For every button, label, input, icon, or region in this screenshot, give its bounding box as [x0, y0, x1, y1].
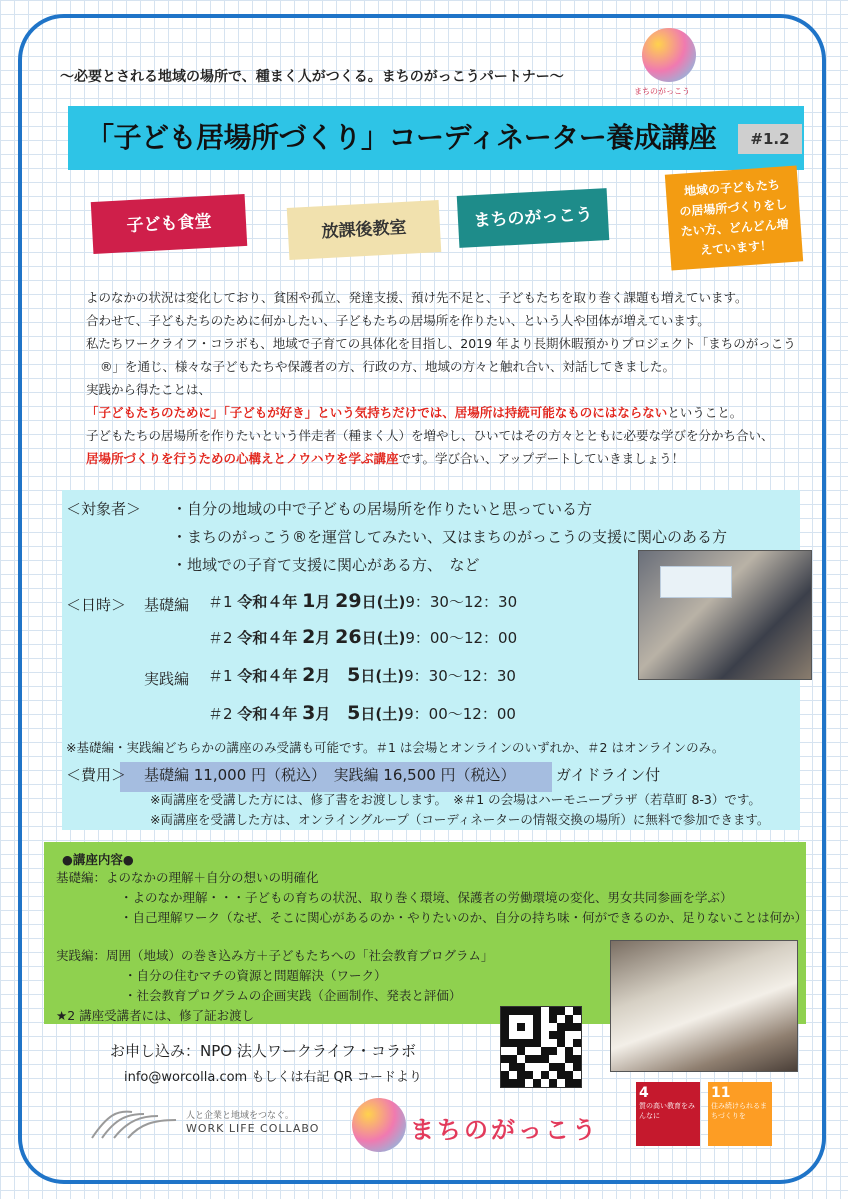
- wlc-tagline: 人と企業と地域をつなぐ。: [186, 1111, 294, 1121]
- fee-note: ※両講座を受講した方には、修了書をお渡しします。 ※＃1 の会場はハーモニープラザ（若草町 8-3）です。: [150, 792, 761, 807]
- qr-module: [557, 1079, 565, 1087]
- tag-machinogakkou: まちのがっこう: [457, 188, 610, 248]
- qr-module: [525, 1015, 533, 1023]
- qr-module: [549, 1079, 557, 1087]
- qr-module: [573, 1055, 581, 1063]
- session-time: 9：30〜12：30: [405, 593, 518, 611]
- basic-item: ・自己理解ワーク（なぜ、そこに関心があるのか・やりたいのか、自分の持ち味・何ができるのか、足りないことは何か）: [120, 910, 808, 925]
- qr-module: [509, 1023, 517, 1031]
- qr-module: [533, 1079, 541, 1087]
- session-era: 令和４年: [237, 705, 298, 723]
- qr-module: [541, 1023, 549, 1031]
- session-era: 令和４年: [237, 667, 298, 685]
- series-badge: #1.2: [738, 124, 802, 154]
- qr-module: [509, 1031, 517, 1039]
- qr-module: [533, 1031, 541, 1039]
- qr-module: [509, 1047, 517, 1055]
- session-dow: 日(土): [361, 593, 406, 611]
- target-item: ・地域での子育て支援に関心がある方、 など: [172, 556, 480, 574]
- schedule-label: ＜日時＞: [66, 596, 127, 614]
- qr-module: [549, 1055, 557, 1063]
- qr-module: [557, 1007, 565, 1015]
- sticky-line: 地域の子どもたち: [683, 177, 781, 199]
- qr-module: [541, 1031, 549, 1039]
- qr-module: [565, 1007, 573, 1015]
- qr-module: [517, 1007, 525, 1015]
- qr-module: [533, 1023, 541, 1031]
- qr-module: [557, 1055, 565, 1063]
- month-unit: 月: [315, 629, 331, 647]
- practice-content: 実践編：周囲（地域）の巻き込み方＋子どもたちへの「社会教育プログラム」: [56, 948, 494, 963]
- qr-module: [517, 1015, 525, 1023]
- sticky-line: えています！: [699, 238, 773, 258]
- practice-item: ・社会教育プログラムの企画実践（企画制作、発表と評価）: [124, 988, 462, 1003]
- sticky-line: の居場所づくりをし: [678, 197, 788, 219]
- qr-module: [501, 1023, 509, 1031]
- qr-module: [549, 1015, 557, 1023]
- qr-module: [541, 1039, 549, 1047]
- fee-note: ※両講座を受講した方は、オンライングループ（コーディネーターの情報交換の場所）に無料で参加できます。: [150, 812, 770, 827]
- sdg-number: 4: [639, 1085, 649, 1101]
- fee-suffix: ガイドライン付: [556, 766, 661, 784]
- qr-module: [501, 1063, 509, 1071]
- tag-houkago-kyoushitsu: 放課後教室: [287, 200, 442, 260]
- sticky-note: [665, 166, 803, 271]
- qr-module: [525, 1047, 533, 1055]
- session-day: 29: [335, 590, 362, 612]
- qr-module: [565, 1071, 573, 1079]
- qr-module: [541, 1055, 549, 1063]
- qr-module: [509, 1055, 517, 1063]
- qr-module: [501, 1015, 509, 1023]
- month-unit: 月: [315, 593, 331, 611]
- qr-module: [549, 1023, 557, 1031]
- qr-module: [557, 1023, 565, 1031]
- session-day: 5: [347, 702, 361, 724]
- qr-module: [549, 1047, 557, 1055]
- qr-module: [501, 1007, 509, 1015]
- practice-item: ・自分の住むマチの資源と問題解決（ワーク）: [124, 968, 387, 983]
- wlc-name: WORK LIFE COLLABO: [186, 1122, 320, 1135]
- session-month: 2: [302, 664, 316, 686]
- qr-module: [525, 1071, 533, 1079]
- machinogakkou-wordmark: まちのがっこう: [410, 1116, 599, 1144]
- photo-banner: [660, 566, 732, 598]
- sdg-text: 質の高い教育をみんなに: [639, 1102, 695, 1120]
- qr-module: [533, 1047, 541, 1055]
- qr-module: [533, 1039, 541, 1047]
- qr-module: [557, 1015, 565, 1023]
- qr-module: [525, 1031, 533, 1039]
- qr-module: [549, 1071, 557, 1079]
- qr-module: [565, 1047, 573, 1055]
- intro-line: [86, 401, 786, 424]
- machinogakkou-logo-icon: [352, 1098, 406, 1152]
- schedule-row: [208, 590, 517, 612]
- qr-module: [573, 1039, 581, 1047]
- session-no: ＃1: [208, 667, 233, 685]
- qr-module: [565, 1031, 573, 1039]
- emphasis-text: 居場所づくりを行うための心構えとノウハウを学ぶ講座: [86, 451, 399, 466]
- intro-line: 私たちワークライフ・コラボも、地域で子育ての具体化を目指し、2019 年より長期休暇預かりプロジェクト「まちのがっこう: [86, 336, 796, 351]
- qr-module: [557, 1031, 565, 1039]
- qr-module: [573, 1079, 581, 1087]
- emphasis-text: 「子どもたちのために」「子どもが好き」という気持ちだけでは、居場所は持続可能なものにはならない: [86, 405, 668, 420]
- intro-line: 合わせて、子どもたちのために何かしたい、子どもたちの居場所を作りたい、という人や団体が増えています。: [86, 313, 710, 328]
- qr-module: [573, 1007, 581, 1015]
- qr-module: [501, 1055, 509, 1063]
- fee-label: ＜費用＞: [66, 766, 127, 784]
- session-no: ＃2: [208, 629, 233, 647]
- session-month: 2: [302, 626, 316, 648]
- qr-module: [541, 1007, 549, 1015]
- qr-module: [509, 1039, 517, 1047]
- basic-course-label: 基礎編: [144, 596, 190, 614]
- qr-module: [533, 1063, 541, 1071]
- qr-module: [541, 1063, 549, 1071]
- qr-module: [541, 1047, 549, 1055]
- target-label: ＜対象者＞: [66, 500, 142, 518]
- intro-text-rest: です。学び合い、アップデートしていきましょう！: [398, 451, 685, 466]
- qr-module: [533, 1015, 541, 1023]
- qr-module: [565, 1023, 573, 1031]
- qr-module: [517, 1023, 525, 1031]
- session-time: 9：00〜12：00: [404, 705, 516, 723]
- schedule-row: [208, 702, 516, 724]
- machinogakkou-logo-icon: [642, 28, 696, 82]
- intro-text: [86, 286, 796, 470]
- session-dow: 日(土): [360, 705, 405, 723]
- qr-code-icon[interactable]: [500, 1006, 582, 1088]
- sdg-number: 11: [711, 1085, 731, 1101]
- qr-module: [501, 1071, 509, 1079]
- qr-module: [557, 1071, 565, 1079]
- intro-line: 実践から得たことは、: [86, 382, 212, 397]
- qr-module: [565, 1039, 573, 1047]
- intro-line: 子どもたちの居場所を作りたいという伴走者（種まく人）を増やし、ひいてはその方々とともに必要な学びを分かち合い、: [86, 428, 774, 443]
- qr-module: [517, 1039, 525, 1047]
- qr-module: [549, 1039, 557, 1047]
- qr-module: [573, 1015, 581, 1023]
- qr-module: [573, 1071, 581, 1079]
- qr-module: [525, 1039, 533, 1047]
- basic-content: 基礎編：よのなかの理解＋自分の想いの明確化: [56, 870, 319, 885]
- target-item: ・自分の地域の中で子どもの居場所を作りたいと思っている方: [172, 500, 593, 518]
- qr-module: [549, 1007, 557, 1015]
- qr-module: [525, 1007, 533, 1015]
- qr-module: [541, 1079, 549, 1087]
- intro-line: よのなかの状況は変化しており、貧困や孤立、発達支援、預け先不足と、子どもたちを取り巻く課題も増えています。: [86, 290, 748, 305]
- schedule-note: ※基礎編・実践編どちらかの講座のみ受講も可能です。＃1 は会場とオンラインのいずれか、＃2 はオンラインのみ。: [66, 740, 725, 755]
- qr-module: [573, 1047, 581, 1055]
- qr-module: [517, 1055, 525, 1063]
- qr-module: [565, 1055, 573, 1063]
- fee-text: 基礎編 11,000 円（税込） 実践編 16,500 円（税込）: [144, 766, 516, 784]
- qr-module: [565, 1079, 573, 1087]
- qr-module: [501, 1079, 509, 1087]
- session-day: 5: [347, 664, 361, 686]
- qr-module: [533, 1055, 541, 1063]
- sticky-line: たい方、どんどん増: [680, 217, 790, 239]
- session-month: 1: [302, 590, 316, 612]
- tagline: 〜必要とされる地域の場所で、種まく人がつくる。まちのがっこうパートナー〜: [60, 69, 564, 85]
- session-era: 令和４年: [237, 629, 298, 647]
- session-dow: 日(土): [361, 629, 406, 647]
- session-month: 3: [302, 702, 316, 724]
- apply-contact[interactable]: info@worcolla.com もしくは右記 QR コードより: [124, 1070, 422, 1085]
- session-day: 26: [335, 626, 362, 648]
- intro-line: ®」を通じ、様々な子どもたちや保護者の方、行政の方、地域の方々と触れ合い、対話してきました。: [100, 359, 676, 374]
- practice-course-label: 実践編: [144, 670, 190, 688]
- qr-module: [517, 1063, 525, 1071]
- work-life-collabo-logo-icon: [88, 1104, 180, 1144]
- qr-module: [573, 1023, 581, 1031]
- qr-module: [557, 1047, 565, 1055]
- qr-module: [549, 1031, 557, 1039]
- qr-module: [501, 1047, 509, 1055]
- qr-module: [565, 1015, 573, 1023]
- session-dow: 日(土): [360, 667, 405, 685]
- qr-module: [525, 1055, 533, 1063]
- qr-module: [541, 1015, 549, 1023]
- sdg11-icon: [708, 1082, 772, 1146]
- month-unit: 月: [315, 667, 331, 685]
- session-era: 令和４年: [237, 593, 298, 611]
- session-no: ＃2: [208, 705, 233, 723]
- qr-module: [509, 1079, 517, 1087]
- qr-module: [557, 1063, 565, 1071]
- top-logo-text: まちのがっこう: [634, 87, 690, 96]
- qr-module: [517, 1079, 525, 1087]
- schedule-row: [208, 664, 516, 686]
- qr-module: [517, 1047, 525, 1055]
- qr-module: [501, 1031, 509, 1039]
- certificate-note: ★2 講座受講者には、修了証お渡し: [56, 1008, 255, 1023]
- qr-module: [525, 1079, 533, 1087]
- qr-module: [533, 1071, 541, 1079]
- qr-module: [533, 1007, 541, 1015]
- session-no: ＃1: [208, 593, 233, 611]
- workshop-photo: [610, 940, 798, 1072]
- apply-info: お申し込み：NPO 法人ワークライフ・コラボ: [110, 1042, 416, 1060]
- qr-module: [573, 1063, 581, 1071]
- session-time: 9：00〜12：00: [405, 629, 518, 647]
- qr-module: [557, 1039, 565, 1047]
- qr-module: [525, 1023, 533, 1031]
- qr-module: [541, 1071, 549, 1079]
- intro-text-rest: ということ。: [667, 405, 743, 420]
- qr-module: [525, 1063, 533, 1071]
- basic-item: ・よのなか理解・・・子どもの育ちの状況、取り巻く環境、保護者の労働環境の変化、男女共同参画を学ぶ）: [120, 890, 733, 905]
- qr-module: [517, 1031, 525, 1039]
- schedule-row: [208, 626, 517, 648]
- qr-module: [565, 1063, 573, 1071]
- page-title: 「子ども居場所づくり」コーディネーター養成講座: [86, 121, 717, 154]
- target-item: ・まちのがっこう®を運営してみたい、又はまちのがっこうの支援に関心のある方: [172, 528, 728, 546]
- sdg-text: 住み続けられるまちづくりを: [711, 1102, 767, 1120]
- content-heading: ●講座内容●: [62, 852, 134, 867]
- month-unit: 月: [315, 705, 331, 723]
- qr-module: [573, 1031, 581, 1039]
- qr-module: [509, 1063, 517, 1071]
- qr-module: [517, 1071, 525, 1079]
- session-time: 9：30〜12：30: [404, 667, 516, 685]
- tag-kodomo-shokudo: 子ども食堂: [91, 194, 248, 254]
- qr-module: [509, 1007, 517, 1015]
- qr-module: [549, 1063, 557, 1071]
- sdg4-icon: [636, 1082, 700, 1146]
- qr-module: [501, 1039, 509, 1047]
- intro-line: [86, 447, 786, 470]
- qr-module: [509, 1071, 517, 1079]
- qr-module: [509, 1015, 517, 1023]
